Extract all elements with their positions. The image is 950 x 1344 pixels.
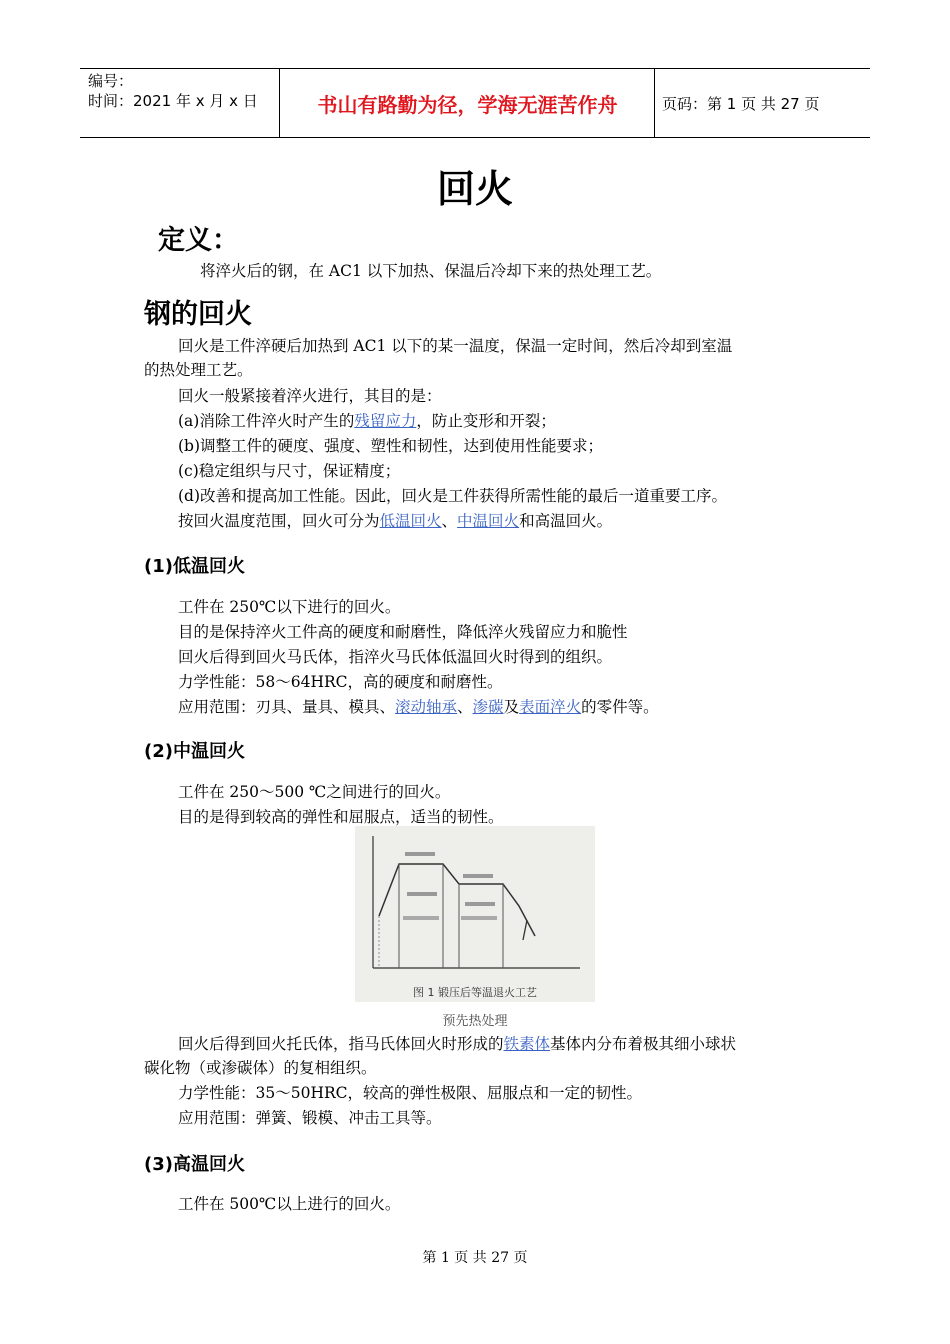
cooling-arrow	[523, 920, 527, 940]
annealing-process-diagram	[355, 826, 595, 1002]
header-motto: 书山有路勤为径，学海无涯苦作舟	[281, 69, 655, 137]
header-page-info: 页码：第 1 页 共 27 页	[662, 94, 820, 113]
mid-l4: 力学性能：35～50HRC，较高的弹性极限、屈服点和一定的韧性。	[178, 1084, 642, 1102]
link-carburizing[interactable]: 渗碳	[472, 698, 504, 716]
number-label: 编号：	[88, 72, 134, 90]
definition-text: 将淬火后的钢，在 AC1 以下加热、保温后冷却下来的热处理工艺。	[200, 262, 662, 280]
steel-para2: 回火一般紧接着淬火进行，其目的是：	[178, 387, 442, 405]
link-residual-stress[interactable]: 残留应力	[354, 412, 417, 430]
purpose-c: (c)稳定组织与尺寸，保证精度；	[178, 462, 401, 480]
link-low-temp[interactable]: 低温回火	[379, 512, 442, 530]
stage1-detail-blur	[403, 916, 439, 920]
stage2-label-blur	[465, 902, 495, 906]
high-l1: 工件在 500℃以上进行的回火。	[178, 1195, 401, 1213]
link-ferrite[interactable]: 铁素体	[503, 1035, 551, 1053]
low-l5-pre: 应用范围：刃具、量具、模具、	[178, 698, 396, 716]
stage2-temp-blur	[463, 874, 493, 878]
high-heading: (3)高温回火	[144, 1154, 245, 1175]
page-footer: 第 1 页 共 27 页	[422, 1250, 528, 1266]
range-sep: 、	[441, 512, 458, 530]
low-l4: 力学性能：58～64HRC，高的硬度和耐磨性。	[178, 673, 503, 691]
page-title: 回火	[436, 167, 513, 211]
low-l1: 工件在 250℃以下进行的回火。	[178, 598, 401, 616]
range-pre: 按回火温度范围，回火可分为	[178, 512, 380, 530]
definition-heading: 定义：	[158, 225, 239, 256]
link-rolling-bearing[interactable]: 滚动轴承	[395, 698, 458, 716]
page-header	[80, 68, 870, 138]
mid-l1: 工件在 250～500 ℃之间进行的回火。	[178, 783, 451, 801]
steel-heading: 钢的回火	[144, 299, 252, 330]
header-meta	[80, 69, 280, 137]
mid-l2: 目的是得到较高的弹性和屈服点，适当的韧性。	[178, 808, 504, 826]
low-l5-sep: 、	[457, 698, 473, 716]
low-l5	[178, 696, 659, 718]
steel-para1-line2: 的热处理工艺。	[144, 361, 253, 379]
mid-l3-pre: 回火后得到回火托氏体，指马氏体回火时形成的	[178, 1035, 504, 1053]
low-l3: 回火后得到回火马氏体，指淬火马氏体低温回火时得到的组织。	[178, 648, 613, 666]
stage2-detail-blur	[461, 916, 497, 920]
stage1-temp-blur	[405, 852, 435, 856]
mid-l3-line2: 碳化物（或渗碳体）的复相组织。	[144, 1059, 377, 1077]
steel-para1-line1: 回火是工件淬硬后加热到 AC1 以下的某一温度，保温一定时间，然后冷却到室温	[178, 337, 733, 355]
purpose-b: (b)调整工件的硬度、强度、塑性和韧性，达到使用性能要求；	[178, 437, 604, 455]
low-l5-post: 的零件等。	[581, 698, 659, 716]
link-surface-quench[interactable]: 表面淬火	[519, 698, 582, 716]
purpose-d: (d)改善和提高加工性能。因此，回火是工件获得所需性能的最后一道重要工序。	[178, 487, 728, 505]
mid-heading: (2)中温回火	[144, 741, 245, 762]
range-post: 和高温回火。	[519, 512, 613, 530]
low-l2: 目的是保持淬火工件高的硬度和耐磨性，降低淬火残留应力和脆性	[178, 623, 628, 641]
mid-l5: 应用范围：弹簧、锻模、冲击工具等。	[178, 1109, 442, 1127]
figure-inner-caption: 图 1 锻压后等温退火工艺	[413, 986, 537, 999]
annealing-process-figure	[355, 826, 595, 1002]
mid-l3-post: 基体内分布着极其细小球状	[550, 1035, 737, 1053]
link-mid-temp[interactable]: 中温回火	[457, 512, 520, 530]
process-curve	[379, 864, 535, 936]
stage1-label-blur	[407, 892, 437, 896]
purpose-a-post: ，防止变形和开裂；	[416, 412, 556, 430]
purpose-a	[178, 410, 556, 432]
tempering-range	[178, 510, 612, 532]
mid-l3	[178, 1033, 736, 1055]
low-l5-and: 及	[503, 698, 520, 716]
purpose-a-pre: (a)消除工件淬火时产生的	[178, 412, 355, 430]
time-label: 时间：2021 年 x 月 x 日	[88, 92, 258, 110]
figure-caption: 预先热处理	[442, 1014, 508, 1029]
low-heading: (1)低温回火	[144, 556, 245, 577]
